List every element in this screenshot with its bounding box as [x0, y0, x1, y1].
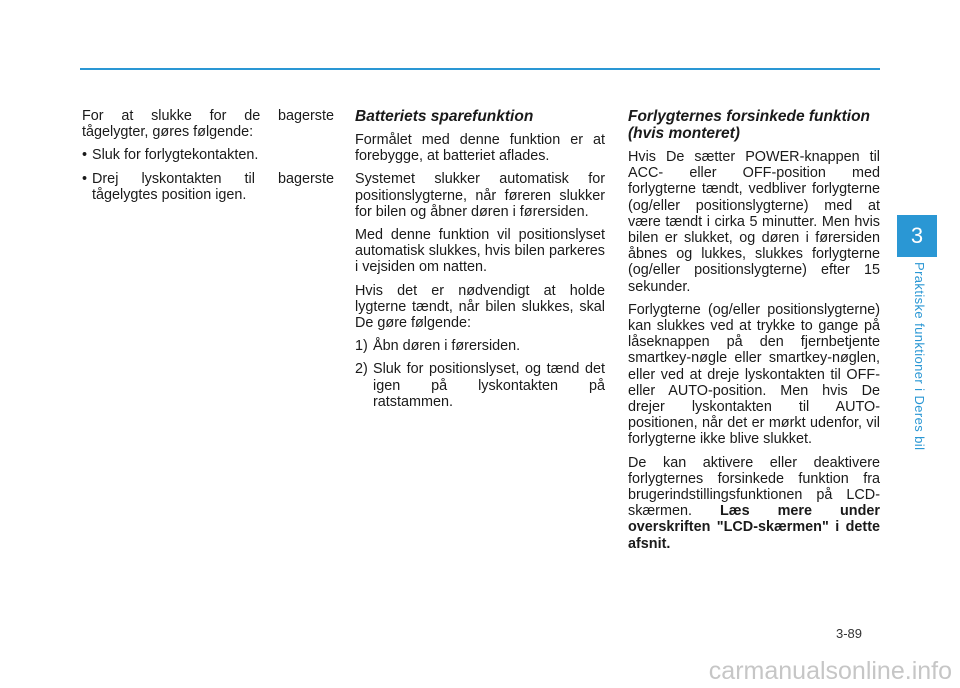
bullet-item: • Drej lyskontakten til bagerste tågelygtes position igen. — [82, 171, 334, 203]
top-rule — [80, 68, 880, 70]
bullet-list — [82, 147, 334, 203]
bullet-item: • Sluk for forlygtekontakten. — [82, 147, 334, 163]
section-heading-battery-saver: Batteriets sparefunktion — [355, 108, 534, 125]
column-2 — [355, 108, 605, 417]
paragraph: Hvis De sætter POWER-knappen til ACC- eller OFF-position med forlygterne tændt, vedbliver forlygterne (og/eller positionslygterne) med at være tændt i cirka 5 minutter. Men hvis bilen er slukket, og døren i førersiden åbnes og lukkes, slukkes forlygterne (og/eller positionslygterne) efter 15 sekunder. — [628, 149, 880, 295]
page-number: 3-89 — [836, 626, 863, 641]
paragraph: Forlygterne (og/eller positionslygterne) kan slukkes ved at trykke to gange på låseknappen på den fjernbetjente smartkey-nøgle eller smartkey-nøglen, eller ved at dreje lyskontakten til OFF- eller AUTO-position. Men hvis De drejer lyskontakten til AUTO-positionen, når det er mørkt udenfor, vil forlygterne ikke blive slukket. — [628, 301, 880, 448]
step-item — [355, 361, 605, 410]
intro-paragraph: For at slukke for de bagerste tågelygter, gøres følgende: — [82, 108, 334, 141]
column-3 — [628, 108, 880, 559]
step-text: Sluk for positionslyset, og tænd det igen på lyskontakten på ratstammen. — [373, 361, 605, 410]
chapter-title: Praktiske funktioner i Deres bil — [912, 262, 927, 451]
step-number: 1) — [355, 338, 368, 355]
section-heading-headlight-delay: Forlygternes forsinkede funktion (hvis monteret) — [628, 108, 871, 142]
step-item — [355, 338, 605, 354]
paragraph-text: De kan aktivere eller deaktivere forlygternes forsinkede funktion fra brugerindstillingsfunktionen på LCD-skærmen. — [628, 454, 880, 520]
paragraph — [628, 455, 880, 552]
paragraph: Systemet slukker automatisk for positionslygterne, når føreren slukker for bilen og åbner døren i førersiden. — [355, 171, 605, 220]
chapter-tab: 3 — [897, 215, 937, 257]
column-1 — [82, 108, 334, 210]
cross-reference: Læs mere under overskriften "LCD-skærmen" i dette afsnit. — [628, 503, 880, 552]
step-text: Åbn døren i førersiden. — [373, 338, 521, 355]
paragraph: Med denne funktion vil positionslyset automatisk slukkes, hvis bilen parkeres i vejsiden om natten. — [355, 227, 605, 276]
step-number: 2) — [355, 361, 368, 378]
watermark-text: carmanualsonline.info — [708, 657, 952, 685]
paragraph: Formålet med denne funktion er at forebygge, at batteriet aflades. — [355, 132, 605, 165]
step-list — [355, 338, 605, 410]
paragraph: Hvis det er nødvendigt at holde lygterne tændt, når bilen slukkes, skal De gøre følgende: — [355, 282, 605, 332]
